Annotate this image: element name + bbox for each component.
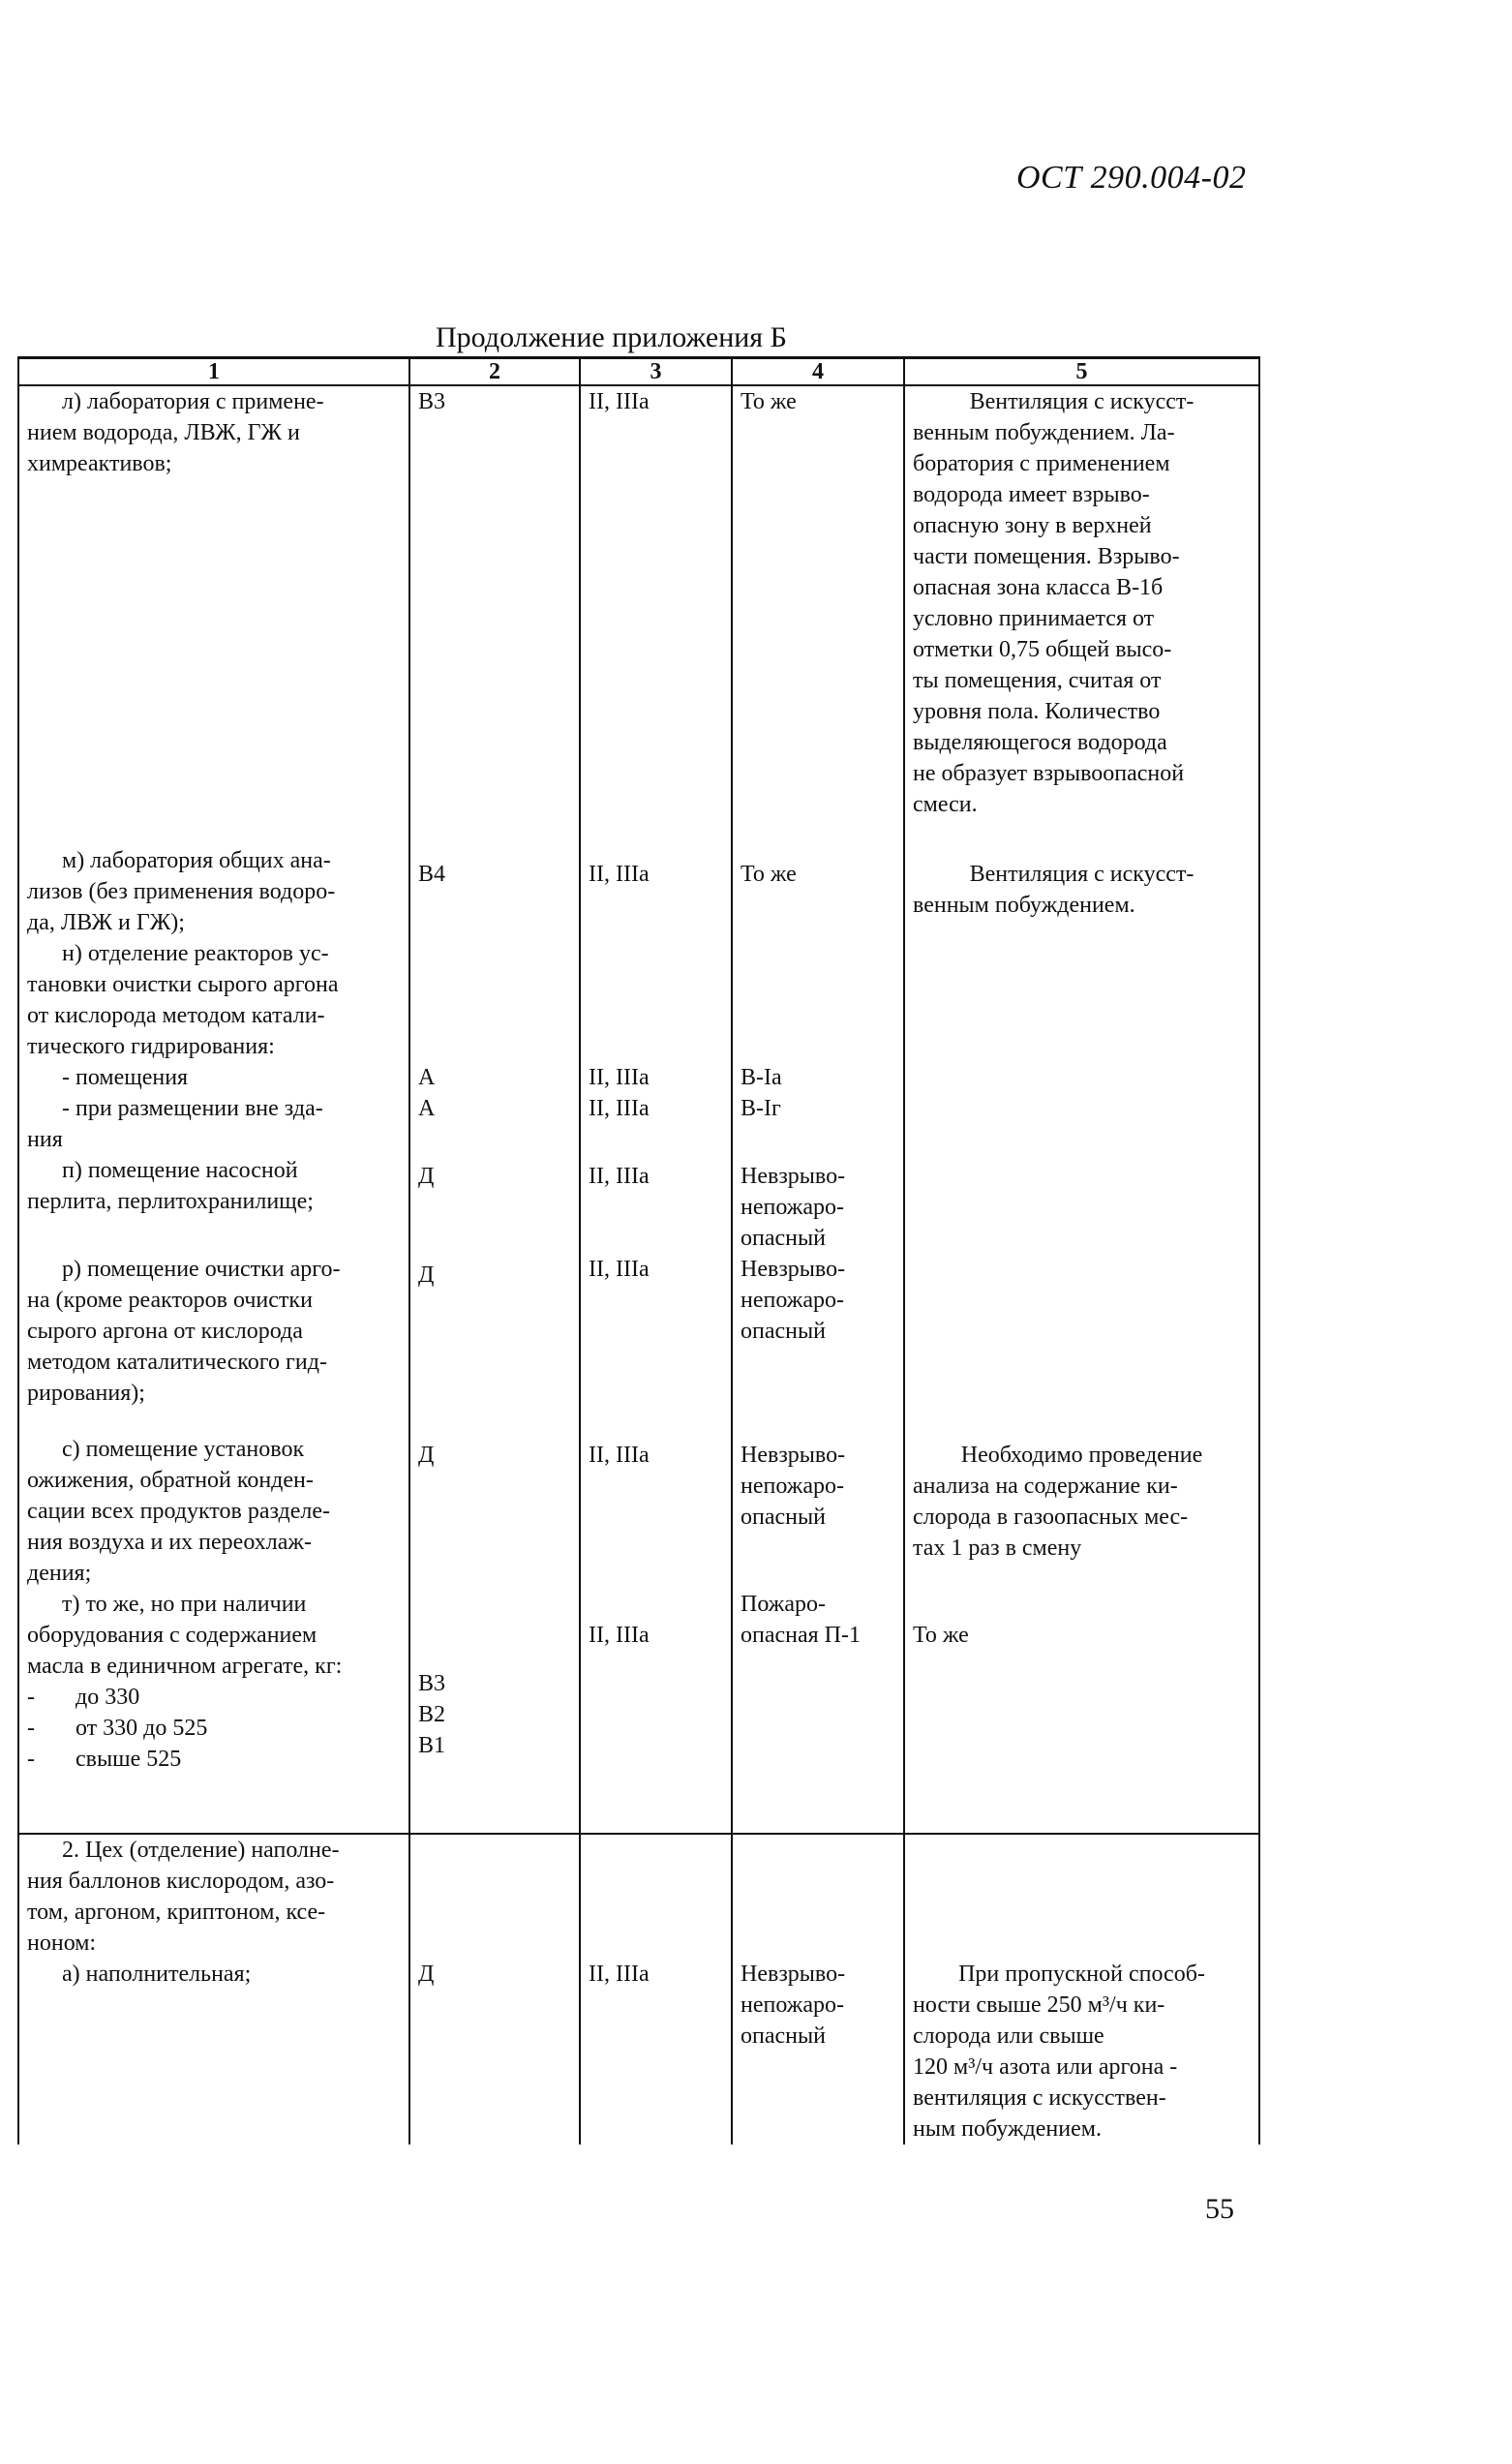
cell-line: перлита, перлитохранилище;	[27, 1189, 314, 1214]
column-header-4: 4	[732, 358, 904, 386]
cell-line: непожаро-	[741, 1195, 844, 1220]
row-m-zone-class: То же	[732, 820, 904, 938]
cell-line: тического гидрирования:	[27, 1034, 275, 1059]
cell-line: отметки 0,75 общей высо-	[913, 637, 1172, 662]
row-sec2-name	[18, 1834, 409, 1959]
cell-line: лизов (без применения водоро-	[27, 879, 336, 904]
table-row	[18, 1959, 1259, 2145]
column-header-5: 5	[904, 358, 1259, 386]
cell-line: опасную зону в верхней	[913, 513, 1152, 538]
cell-line: - при размещении вне зда-	[62, 1096, 323, 1121]
page-number: 55	[1205, 2193, 1234, 2225]
column-header-3: 3	[580, 358, 732, 386]
cell-line: опасный	[741, 1319, 826, 1344]
cell-line: ности свыше 250 м³/ч ки-	[913, 1992, 1165, 2018]
cell-line: водорода имеет взрыво-	[913, 482, 1150, 507]
cell-line: II, IIIа	[589, 1065, 650, 1090]
cell-line: венным побуждением.	[913, 893, 1135, 918]
cell-line: непожаро-	[741, 1288, 844, 1313]
column-header-2: 2	[409, 358, 580, 386]
cell-line: венным побуждением. Ла-	[913, 420, 1175, 445]
row-t-note: То же	[904, 1589, 1259, 1834]
cell-line: слорода или свыше	[913, 2023, 1104, 2049]
row-m-fire-class: II, IIIа	[580, 820, 732, 938]
row-n-zone-class	[732, 938, 904, 1155]
row-s-category: Д	[409, 1409, 580, 1589]
row-a-name	[18, 1959, 409, 2145]
cell-line: дения;	[27, 1561, 92, 1586]
cell-line: анализа на содержание ки-	[913, 1474, 1178, 1499]
cell-line: ноном:	[27, 1931, 97, 1956]
cell-line: Невзрыво-	[741, 1164, 846, 1189]
row-p-note	[904, 1155, 1259, 1254]
row-t-category	[409, 1589, 580, 1834]
cell-line: сырого аргона от кислорода	[27, 1319, 303, 1344]
cell-line: В-Iа	[741, 1065, 782, 1090]
cell-line: 120 м³/ч азота или аргона -	[913, 2054, 1178, 2080]
list-item: - до 330	[27, 1685, 140, 1710]
cell-line: не образует взрывоопасной	[913, 761, 1185, 786]
cell-line: от кислорода методом катали-	[27, 1003, 325, 1028]
cell-line: том, аргоном, криптоном, ксе-	[27, 1900, 326, 1925]
row-s-name	[18, 1409, 409, 1589]
cell-line: да, ЛВЖ и ГЖ);	[27, 910, 185, 935]
cell-line: Вентиляция с искусст-	[969, 862, 1194, 887]
cell-line: Пожаро-	[741, 1592, 826, 1617]
table-row	[18, 938, 1259, 1155]
row-p-zone-class	[732, 1155, 904, 1254]
cell-line: 2. Цех (отделение) наполне-	[62, 1838, 340, 1863]
row-l-name	[18, 385, 409, 820]
cell-line: масла в единичном агрегате, кг:	[27, 1654, 343, 1679]
row-r-category: Д	[409, 1254, 580, 1409]
row-t-fire-class: II, IIIа	[580, 1589, 732, 1834]
cell-line: н) отделение реакторов ус-	[62, 941, 329, 966]
list-item: - свыше 525	[27, 1747, 182, 1772]
row-n-fire-class	[580, 938, 732, 1155]
appendix-table	[17, 356, 1260, 2145]
table-caption: Продолжение приложения Б	[436, 321, 787, 353]
row-a-zone-class	[732, 1959, 904, 2145]
row-m-name	[18, 820, 409, 938]
row-p-fire-class: II, IIIа	[580, 1155, 732, 1254]
row-n-note	[904, 938, 1259, 1155]
cell-line: опасный	[741, 1226, 826, 1251]
row-m-category: В4	[409, 820, 580, 938]
table-row	[18, 385, 1259, 820]
cell-line: А	[418, 1065, 436, 1090]
cell-line: м) лаборатория общих ана-	[62, 848, 331, 873]
cell-line: л) лаборатория с примене-	[62, 389, 324, 414]
row-s-note	[904, 1409, 1259, 1589]
cell-line: непожаро-	[741, 1474, 844, 1499]
row-a-fire-class: II, IIIа	[580, 1959, 732, 2145]
cell-line: А	[418, 1096, 436, 1121]
cell-line: ожижения, обратной конден-	[27, 1468, 314, 1493]
cell-line: ным побуждением.	[913, 2116, 1102, 2142]
cell-line: оборудования с содержанием	[27, 1623, 318, 1648]
row-r-zone-class	[732, 1254, 904, 1409]
row-s-zone-class	[732, 1409, 904, 1589]
cell-line: слорода в газоопасных мес-	[913, 1505, 1189, 1530]
row-l-zone-class: То же	[732, 385, 904, 820]
cell-line: ния	[27, 1127, 63, 1152]
cell-line: II, IIIа	[589, 1096, 650, 1121]
row-n-category	[409, 938, 580, 1155]
document-code: ОСТ 290.004-02	[1016, 160, 1247, 196]
cell-line: ты помещения, считая от	[913, 668, 1162, 693]
table-row	[18, 1589, 1259, 1834]
row-m-note	[904, 820, 1259, 938]
cell-line: выделяющегося водорода	[913, 730, 1167, 755]
table-row	[18, 1834, 1259, 1959]
cell-line: условно принимается от	[913, 606, 1155, 631]
cell-line: боратория с применением	[913, 451, 1170, 476]
cell-line: р) помещение очистки арго-	[62, 1257, 341, 1282]
cell-line: непожаро-	[741, 1992, 844, 2018]
cell-line: части помещения. Взрыво-	[913, 544, 1180, 569]
cell-line: методом каталитического гид-	[27, 1350, 327, 1375]
row-t-name	[18, 1589, 409, 1834]
table-row	[18, 1155, 1259, 1254]
cell-line: вентиляция с искусствен-	[913, 2085, 1166, 2111]
cell-line: т) то же, но при наличии	[62, 1592, 307, 1617]
row-n-name	[18, 938, 409, 1155]
cell-line: В-Iг	[741, 1096, 781, 1121]
cell-line: тановки очистки сырого аргона	[27, 972, 339, 997]
cell-line: В2	[418, 1702, 446, 1727]
column-header-1: 1	[18, 358, 409, 386]
cell-line: Вентиляция с искусст-	[969, 389, 1194, 414]
row-a-note	[904, 1959, 1259, 2145]
cell-line: ния воздуха и их переохлаж-	[27, 1530, 312, 1555]
row-l-fire-class: II, IIIа	[580, 385, 732, 820]
cell-line: Невзрыво-	[741, 1443, 846, 1468]
row-a-category: Д	[409, 1959, 580, 2145]
table-row	[18, 820, 1259, 938]
cell-line: тах 1 раз в смену	[913, 1536, 1082, 1561]
row-l-note	[904, 385, 1259, 820]
list-item: - от 330 до 525	[27, 1716, 208, 1741]
cell-line: Необходимо проведение	[960, 1443, 1203, 1468]
cell-line: Невзрыво-	[741, 1962, 846, 1987]
row-l-category: В3	[409, 385, 580, 820]
cell-line: уровня пола. Количество	[913, 699, 1161, 724]
cell-line: опасный	[741, 1505, 826, 1530]
cell-line: химреактивов;	[27, 451, 172, 476]
cell-line: смеси.	[913, 792, 978, 817]
cell-line: рирования);	[27, 1381, 145, 1406]
row-p-category: Д	[409, 1155, 580, 1254]
cell-line: а) наполнительная;	[62, 1962, 252, 1987]
cell-line: В3	[418, 1671, 446, 1696]
table-header-row	[18, 358, 1259, 386]
cell-line: опасный	[741, 2023, 826, 2049]
cell-line: опасная зона класса В-1б	[913, 575, 1164, 600]
cell-line: В1	[418, 1733, 446, 1758]
cell-line: с) помещение установок	[62, 1437, 305, 1462]
cell-line: ния баллонов кислородом, азо-	[27, 1869, 335, 1894]
cell-line: на (кроме реакторов очистки	[27, 1288, 313, 1313]
cell-line: При пропускной способ-	[958, 1962, 1205, 1987]
row-r-name	[18, 1254, 409, 1409]
row-s-fire-class: II, IIIа	[580, 1409, 732, 1589]
row-r-fire-class: II, IIIа	[580, 1254, 732, 1409]
cell-line: Невзрыво-	[741, 1257, 846, 1282]
row-p-name	[18, 1155, 409, 1254]
cell-line: нием водорода, ЛВЖ, ГЖ и	[27, 420, 300, 445]
cell-line: сации всех продуктов разделе-	[27, 1499, 330, 1524]
row-r-note	[904, 1254, 1259, 1409]
cell-line: опасная П-1	[741, 1623, 862, 1648]
cell-line: п) помещение насосной	[62, 1158, 298, 1183]
table-row	[18, 1254, 1259, 1409]
table-row	[18, 1409, 1259, 1589]
row-t-zone-class	[732, 1589, 904, 1834]
cell-line: - помещения	[62, 1065, 189, 1090]
